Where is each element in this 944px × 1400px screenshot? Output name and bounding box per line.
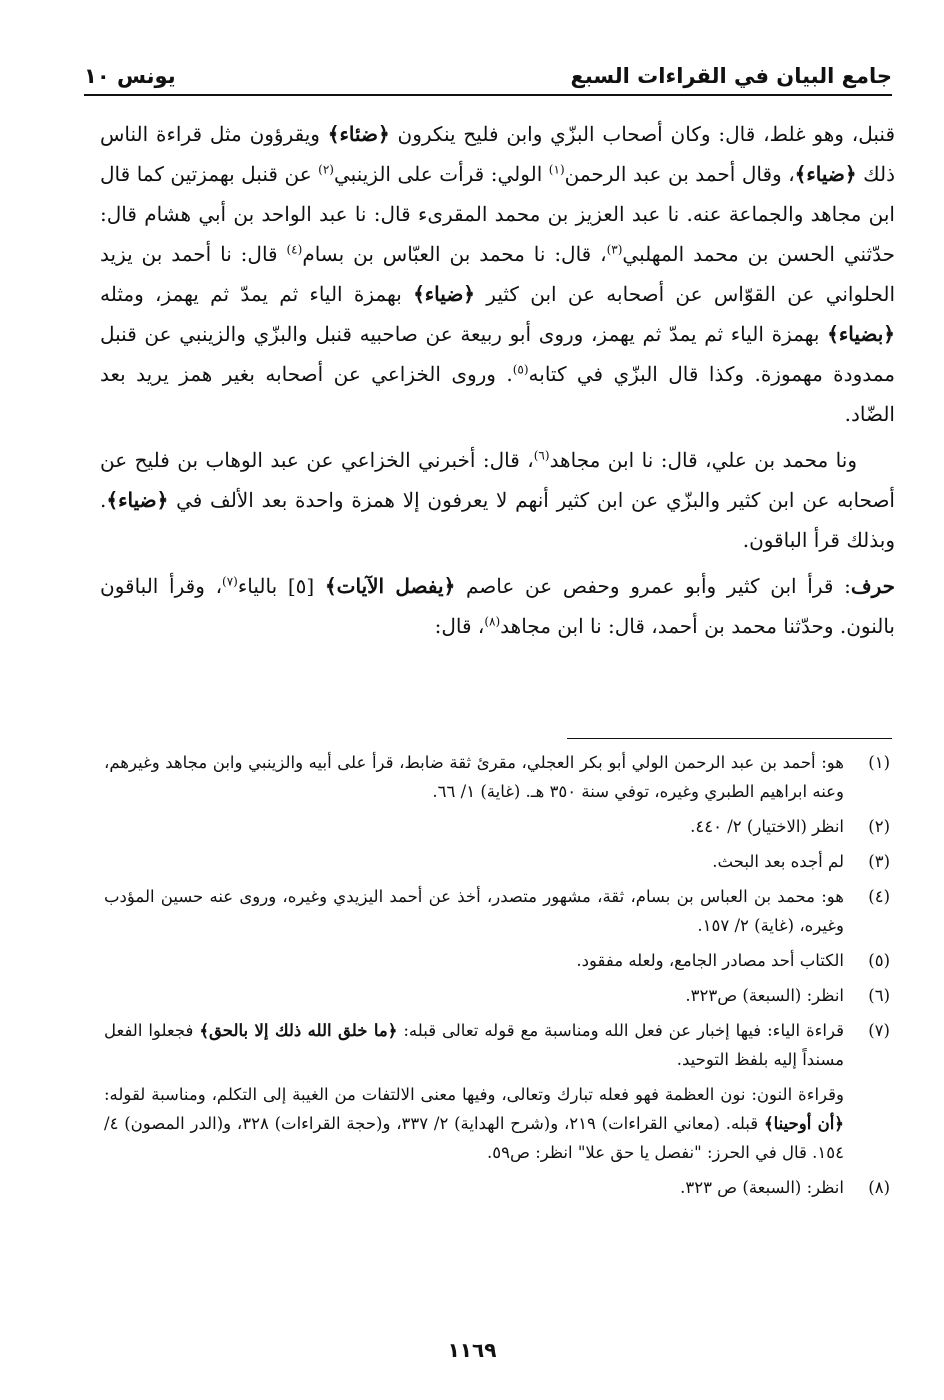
text-run: ونا محمد بن علي، قال: نا ابن مجاهد [549,448,858,472]
footnote-ref[interactable]: (٧) [222,574,238,589]
text-run: ويقرؤون مثل قراءة الناس ذلك [100,122,895,186]
footnote-number: (٦) [868,986,890,1005]
footnote-2 [104,812,890,841]
book-title: جامع البيان في القراءات السبع [570,64,892,88]
header-divider [84,94,892,96]
text-run: [٥] بالياء [237,574,325,598]
text-run: : قرأ ابن كثير وأبو عمرو وحفص عن عاصم [455,574,851,598]
footnote-divider [567,738,892,739]
text-run: ، وقرأ الباقون بالنون. وحدّثنا محمد بن أحمد، قال: نا ابن مجاهد [100,574,895,638]
footnote-ref[interactable]: (٢) [318,162,334,177]
quran-verse: ﴿ما خلق الله ذلك إلا بالحق﴾ [199,1021,398,1040]
footnote-ref[interactable]: (٨) [484,614,501,629]
text-run: ، قال: [434,614,485,638]
footnote-ref[interactable]: (٦) [533,448,550,463]
text-run: قال: نا أحمد بن يزيد الحلواني عن القوّاس عن أصحابه عن ابن كثير [100,242,895,306]
quran-word: ﴿يفصل الآيات﴾ [324,574,456,598]
quran-word: ﴿ضياء﴾ [794,162,857,186]
footnote-ref[interactable]: (٥) [512,362,529,377]
page-number: ١١٦٩ [447,1338,497,1362]
footnote-text: فجعلوا الفعل مسنداً إليه بلفظ التوحيد. [104,1021,844,1069]
footnote-number: (٨) [868,1178,890,1197]
footnote-number: (٢) [868,817,890,836]
footnote-text: الكتاب أحد مصادر الجامع، ولعله مفقود. [576,951,844,970]
footnote-number: (٤) [868,887,890,906]
footnote-number: (١) [868,753,890,772]
footnotes [104,748,890,1208]
footnote-ref[interactable]: (٤) [286,242,303,257]
running-header [84,62,892,96]
footnote-text: انظر (الاختيار) ٢/ ٤٤٠. [690,817,844,836]
footnote-number: (٣) [868,852,890,871]
footnote-8 [104,1173,890,1202]
text-run: ، وقال أحمد بن عبد الرحمن [564,162,795,186]
paragraph-2 [100,440,895,560]
text-run: ، قال: نا محمد بن العبّاس بن بسام [302,242,607,266]
text-run: بهمزة الياء ثم يمدّ ثم يهمز، ومثله [100,282,414,306]
footnote-text: قبله. (معاني القراءات) ٢١٩، و(شرح الهداية) ٢/ ٣٣٧، و(حجة القراءات) ٣٢٨، و(الدر المصون) ٤/ ١٥٤. قال في الحرز: "نفصل يا حق علا" انظر: ص٥٩. [104,1114,844,1162]
text-run: ، قال: أخبرني الخزاعي عن عبد الوهاب بن فليح عن أصحابه عن ابن كثير والبزّي عن ابن كثير أنهم لا يعرفون إلا همزة واحدة بعد الألف في [100,448,895,512]
footnote-6 [104,981,890,1010]
paragraph-1 [100,114,895,434]
footnote-text: وقراءة النون: نون العظمة فهو فعله تبارك وتعالى، وفيها معنى الالتفات من الغيبة إلى التكلم، ومناسبة لقوله: [104,1085,844,1104]
text-run: عن قنبل بهمزتين كما قال ابن مجاهد والجماعة عنه. نا عبد العزيز بن محمد المقرىء قال: نا عبد الواحد بن أبي هشام قال: حدّثني الحسن بن محمد المهلبي [100,162,895,266]
footnote-text: هو: أحمد بن عبد الرحمن الولي أبو بكر العجلي، مقرئ ثقة ضابط، قرأ على أبيه والزينبي وابن مجاهد وغيرهم، وعنه ابراهيم الطبري وغيره، توفي سنة ٣٥٠ هـ. (غاية) ١/ ٦٦. [104,753,844,801]
quran-word: ﴿بضياء﴾ [827,322,895,346]
text-run: . وروى الخزاعي عن أصحابه بغير همز يريد بعد الضّاد. [100,362,895,426]
footnote-text: انظر: (السبعة) ص٣٢٣. [685,986,844,1005]
text-run: . وبذلك قرأ الباقون. [100,488,895,552]
footnote-text: قراءة الياء: فيها إخبار عن فعل الله ومناسبة مع قوله تعالى قبله: [397,1021,844,1040]
section-label: حرف [850,574,896,598]
footnote-ref[interactable]: (١) [548,162,565,177]
text-run: بهمزة الياء ثم يمدّ ثم يهمز، وروى أبو ربيعة عن صاحبيه قنبل والبزّي والزينبي عن قنبل ممدودة مهموزة. وكذا قال البزّي في كتابه [100,322,895,386]
footnote-3 [104,847,890,876]
footnote-5 [104,946,890,975]
quran-word: ﴿ضياء﴾ [413,282,476,306]
footnote-text: انظر: (السبعة) ص ٣٢٣. [680,1178,844,1197]
footnote-ref[interactable]: (٣) [606,242,623,257]
footnote-7 [104,1016,890,1074]
text-run: الولي: قرأت على الزينبي [333,162,549,186]
footnote-7-continued [104,1080,890,1167]
footnote-text: لم أجده بعد البحث. [712,852,844,871]
footnote-number: (٧) [868,1021,890,1040]
quran-word: ﴿ضياء﴾ [106,488,169,512]
footnote-1 [104,748,890,806]
chapter-label: يونس ١٠ [84,64,176,88]
paragraph-3 [100,566,895,646]
footnote-text: هو: محمد بن العباس بن بسام، ثقة، مشهور متصدر، أخذ عن أحمد اليزيدي وغيره، وروى عنه حسين المؤدب وغيره، (غاية) ٢/ ١٥٧. [104,887,844,935]
main-text [100,114,895,646]
quran-verse: ﴿أن أوحينا﴾ [763,1114,844,1133]
footnote-4 [104,882,890,940]
text-run: قنبل، وهو غلط، قال: وكان أصحاب البزّي وابن فليح ينكرون [389,122,895,146]
footnote-number: (٥) [868,951,890,970]
quran-word: ﴿ضئاء﴾ [327,122,390,146]
